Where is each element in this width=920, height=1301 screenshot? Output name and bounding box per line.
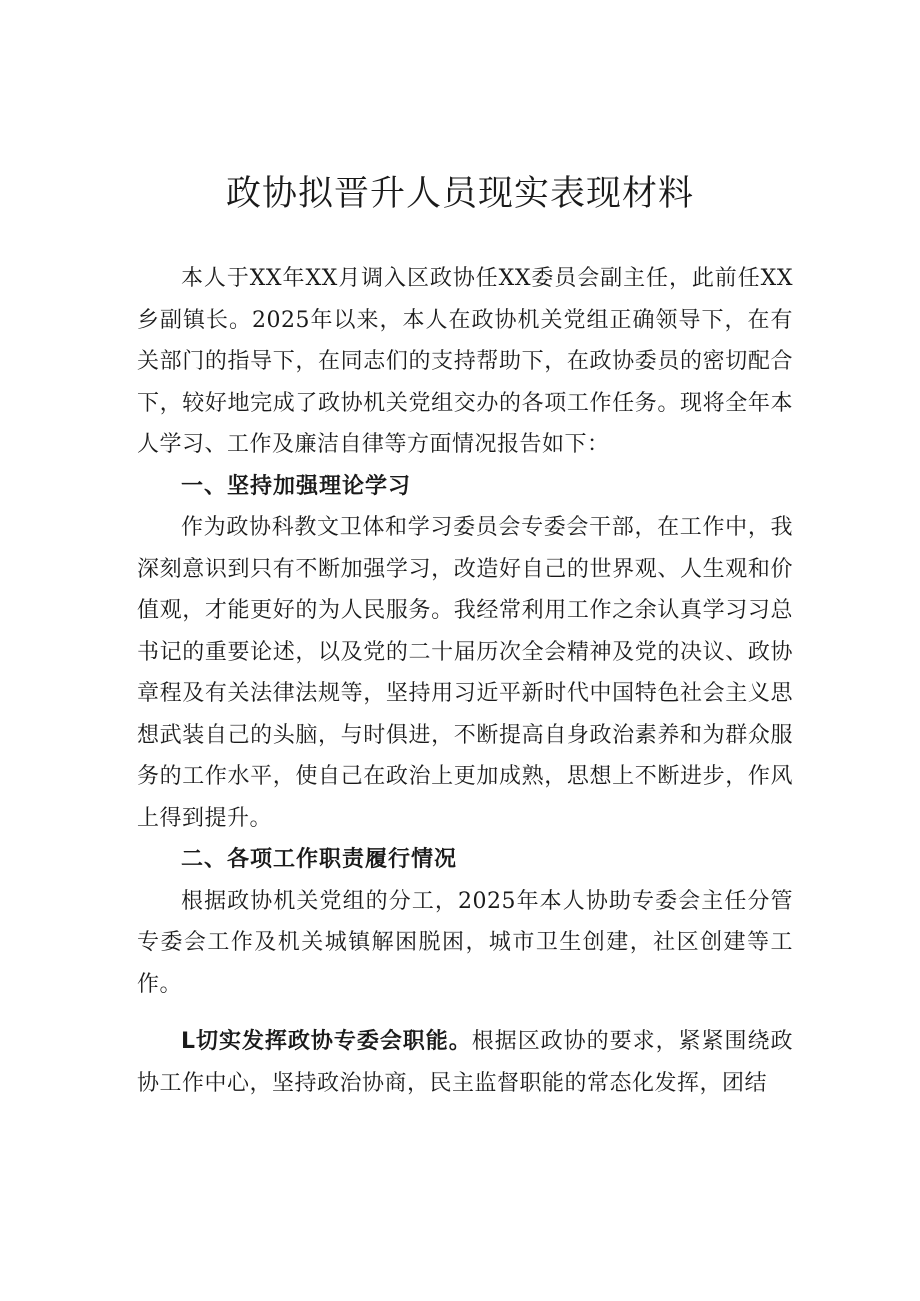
intro-paragraph: 本人于XX年XX月调入区政协任XX委员会副主任，此前任XX乡副镇长。2025年以来，本人在政协机关党组正确领导下，在有关部门的指导下，在同志们的支持帮助下，在政协委员的密切配合下，较好地完成了政协机关党组交办的各项工作任务。现将全年本人学习、工作及廉洁自律等方面情况报告如下： (137, 266, 793, 457)
section-2-item-1 (137, 1021, 793, 1104)
item-1-lead: L切实发挥政协专委会职能。 (181, 1029, 472, 1054)
section-2-heading: 二、各项工作职责履行情况 (181, 847, 458, 872)
document-title: 政协拟晋升人员现实表现材料 (225, 174, 694, 214)
paragraph-gap (137, 1005, 793, 1021)
item-1-text: 根据区政协的要求，紧紧围绕政协工作中心，坚持政治协商，民主监督职能的常态化发挥，团结 (137, 1029, 793, 1096)
section-1-heading: 一、坚持加强理论学习 (181, 473, 412, 499)
section-1-paragraph: 作为政协科教文卫体和学习委员会专委会干部，在工作中，我深刻意识到只有不断加强学习，改造好自己的世界观、人生观和价值观，才能更好的为人民服务。我经常利用工作之余认真学习习总书记的重要论述，以及党的二十届历次全会精神及党的决议、政协章程及有关法律法规等，坚持用习近平新时代中国特色社会主义思想武装自己的头脑，与时俱进，不断提高自身政治素养和为群众服务的工作水平，使自己在政治上更加成熟，思想上不断进步，作风上得到提升。 (137, 515, 793, 831)
section-2-paragraph: 根据政协机关党组的分工，2025年本人协助专委会主任分管专委会工作及机关城镇解困脱困，城市卫生创建，社区创建等工作。 (137, 888, 793, 997)
document-body (137, 258, 793, 1104)
